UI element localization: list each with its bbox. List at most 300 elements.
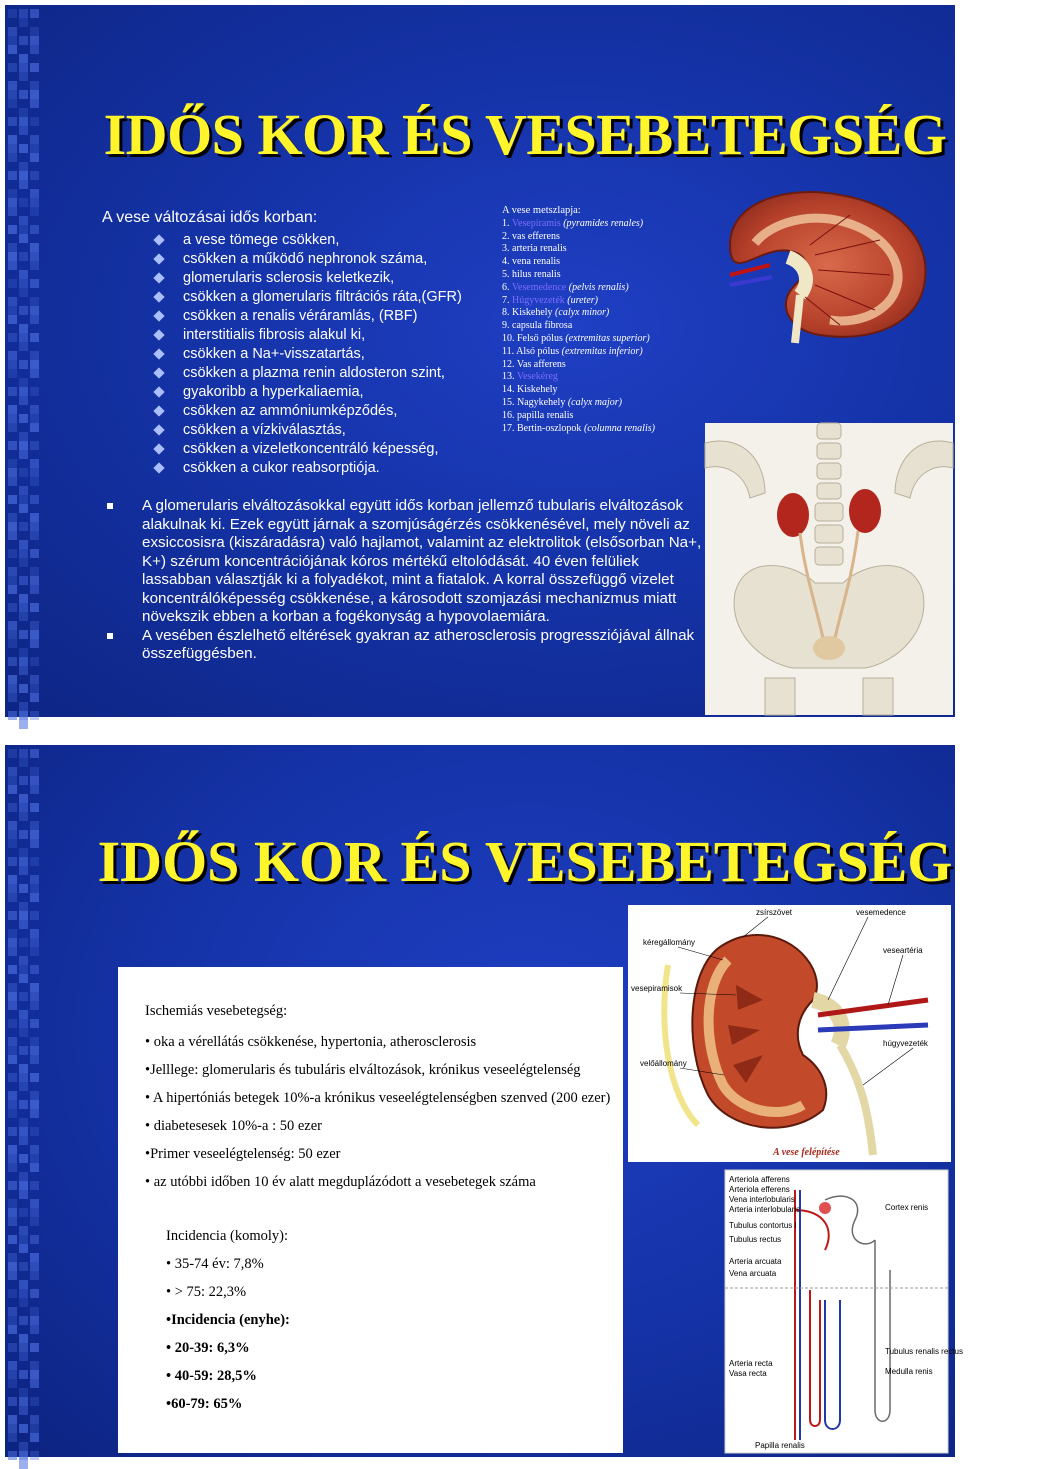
slide-title: IDŐS KOR ÉS VESEBETEGSÉG (103, 102, 947, 167)
decor-square (19, 171, 28, 180)
decor-square (30, 630, 39, 639)
decor-square (8, 630, 17, 639)
decor-square (8, 1316, 17, 1325)
decor-square (19, 1046, 28, 1055)
decor-square (19, 1442, 28, 1451)
incidence-item: Incidencia (komoly): (166, 1228, 288, 1244)
label-l12: Vasa recta (729, 1369, 767, 1378)
change-item: interstitialis fibrosis alakul ki, (155, 326, 462, 345)
decor-square (8, 639, 17, 648)
decor-square (19, 1262, 28, 1271)
decor-square (30, 657, 39, 666)
decor-square (8, 1046, 17, 1055)
change-item: a vese tömege csökken, (155, 231, 462, 250)
decor-square (19, 54, 28, 63)
decor-square (30, 468, 39, 477)
diamond-bullet-icon (153, 253, 164, 264)
decor-square (30, 1073, 39, 1082)
decor-square (30, 1217, 39, 1226)
decor-square (8, 576, 17, 585)
changes-list (155, 231, 462, 478)
decor-square (8, 81, 17, 90)
decor-square (19, 1352, 28, 1361)
decor-square (8, 1451, 17, 1460)
decor-square (19, 992, 28, 1001)
decor-square (8, 992, 17, 1001)
change-item: glomerularis sclerosis keletkezik, (155, 269, 462, 288)
decor-square (19, 225, 28, 234)
decor-square (19, 576, 28, 585)
decor-square (19, 486, 28, 495)
decor-square (30, 1163, 39, 1172)
label-l14: Papilla renalis (755, 1441, 805, 1450)
decor-square (19, 1010, 28, 1019)
kidney-legend (502, 205, 655, 435)
decor-square (30, 749, 39, 758)
decor-square (8, 1073, 17, 1082)
slide-title: IDŐS KOR ÉS VESEBETEGSÉG (97, 829, 953, 894)
decor-square (19, 522, 28, 531)
decor-square (8, 1262, 17, 1271)
decor-square (30, 306, 39, 315)
decor-square (30, 911, 39, 920)
label-l1: Arteriola afferens (729, 1175, 790, 1184)
decor-square (19, 198, 28, 207)
decor-square (8, 9, 17, 18)
change-item: csökken a Na+-visszatartás, (155, 345, 462, 364)
decor-square (30, 576, 39, 585)
label-l3: Vena interlobularis (729, 1195, 795, 1204)
change-item: csökken az ammóniumképződés, (155, 402, 462, 421)
decor-square (19, 794, 28, 803)
decor-square (30, 803, 39, 812)
decor-square (19, 1226, 28, 1235)
decor-square (8, 279, 17, 288)
decor-square (19, 938, 28, 947)
decor-square (19, 603, 28, 612)
decor-square (19, 1334, 28, 1343)
decor-square (19, 1154, 28, 1163)
ischemic-facts-list (145, 1032, 615, 1200)
legend-item: 11. Alsó pólus (extremitas inferior) (502, 345, 643, 357)
decor-square (8, 1424, 17, 1433)
diamond-bullet-icon (153, 234, 164, 245)
label-l9: Cortex renis (885, 1203, 929, 1212)
fact-item: •Jelllege: glomerularis és tubuláris elváltozások, krónikus veseelégtelenség (145, 1062, 581, 1078)
decor-square (8, 1253, 17, 1262)
decor-square (8, 522, 17, 531)
decor-square (30, 1154, 39, 1163)
decor-square (8, 1415, 17, 1424)
decor-square (30, 1253, 39, 1262)
paragraph-item: A vesében észlelhető eltérések gyakran az atherosclerosis progressziójával állnak összefüggésben. (105, 627, 705, 664)
decor-square (8, 198, 17, 207)
decor-square (19, 920, 28, 929)
diamond-bullet-icon (153, 462, 164, 473)
decor-square (8, 414, 17, 423)
decor-square (8, 459, 17, 468)
decor-square (19, 1181, 28, 1190)
change-item: csökken a vizeletkoncentráló képesség, (155, 440, 462, 459)
decor-square (30, 1451, 39, 1460)
decor-square (19, 387, 28, 396)
decor-square (19, 396, 28, 405)
decor-square (8, 621, 17, 630)
decor-square (30, 1091, 39, 1100)
decor-square (8, 803, 17, 812)
decor-square (19, 63, 28, 72)
decor-square (8, 252, 17, 261)
decor-square (30, 1343, 39, 1352)
section-heading: Ischemiás vesebetegség: (145, 1003, 288, 1019)
decor-square (8, 1100, 17, 1109)
fact-item: •Primer veseelégtelenség: 50 ezer (145, 1146, 341, 1162)
decor-square (19, 414, 28, 423)
legend-item: 6. Vesemedence (pelvis renalis) (502, 281, 629, 293)
decor-square (8, 1145, 17, 1154)
decor-square (19, 911, 28, 920)
decor-square (19, 1073, 28, 1082)
diamond-bullet-icon (153, 405, 164, 416)
change-item: gyakoribb a hyperkaliaemia, (155, 383, 462, 402)
decor-square (30, 207, 39, 216)
decor-square (8, 1343, 17, 1352)
decor-square (8, 603, 17, 612)
decor-square (19, 1127, 28, 1136)
nephron-diagram (725, 1170, 963, 1453)
decor-square (19, 1289, 28, 1298)
decor-square (19, 1424, 28, 1433)
decor-square (19, 1370, 28, 1379)
change-item: csökken a működő nephronok száma, (155, 250, 462, 269)
decor-square (19, 974, 28, 983)
decor-square (30, 225, 39, 234)
decor-square (19, 657, 28, 666)
decor-square (19, 1028, 28, 1037)
decor-square (30, 621, 39, 630)
skeleton-urinary-system-image (705, 423, 953, 715)
decor-square (8, 495, 17, 504)
decor-square (30, 1370, 39, 1379)
decor-square (30, 1199, 39, 1208)
decor-square (19, 594, 28, 603)
label-velöallomany: velőállomány (640, 1059, 687, 1068)
decor-square (30, 1001, 39, 1010)
decor-square (8, 929, 17, 938)
decor-square (8, 27, 17, 36)
decor-square (30, 315, 39, 324)
decor-square (19, 324, 28, 333)
decor-square (8, 567, 17, 576)
decor-square (19, 216, 28, 225)
decor-square (30, 243, 39, 252)
decor-square (30, 1181, 39, 1190)
decor-square (30, 513, 39, 522)
legend-item: 13. Vesekéreg (502, 371, 558, 383)
decor-square (30, 1235, 39, 1244)
decor-square (19, 812, 28, 821)
decor-square (8, 965, 17, 974)
decor-square (8, 360, 17, 369)
decor-square (30, 1208, 39, 1217)
diagram-caption: A vese felépítése (773, 1147, 840, 1158)
decor-square (8, 947, 17, 956)
section-heading: A vese változásai idős korban: (102, 209, 318, 226)
decor-square (19, 9, 28, 18)
change-item: csökken a cukor reabsorptiója. (155, 459, 462, 478)
decor-square (19, 504, 28, 513)
decor-square (8, 36, 17, 45)
decor-square (19, 702, 28, 711)
decor-square (19, 180, 28, 189)
decor-square (19, 758, 28, 767)
square-bullet-icon (107, 633, 113, 639)
label-vesemedence: vesemedence (856, 908, 906, 917)
decor-square (30, 27, 39, 36)
decor-square (8, 785, 17, 794)
decor-square (19, 749, 28, 758)
decor-square (19, 1316, 28, 1325)
decor-square (8, 585, 17, 594)
decor-square (19, 956, 28, 965)
decor-square (30, 585, 39, 594)
decor-square (19, 72, 28, 81)
description-paragraphs (105, 497, 705, 664)
decor-square (30, 1145, 39, 1154)
decor-square (30, 1424, 39, 1433)
decor-square (30, 1055, 39, 1064)
decor-square (19, 432, 28, 441)
decor-square (19, 252, 28, 261)
legend-item: 4. vena renalis (502, 256, 561, 268)
decor-square (19, 495, 28, 504)
decor-square (8, 1325, 17, 1334)
decor-square (8, 684, 17, 693)
decor-square (8, 423, 17, 432)
legend-item: 7. Húgyvezeték (ureter) (502, 294, 598, 306)
decor-square (8, 45, 17, 54)
decor-square (30, 261, 39, 270)
label-l7: Arteria arcuata (729, 1257, 782, 1266)
incidence-item: •60-79: 65% (166, 1396, 243, 1412)
decor-square (8, 351, 17, 360)
decor-square (30, 1019, 39, 1028)
decor-square (30, 36, 39, 45)
decor-square (19, 540, 28, 549)
decor-square (8, 1379, 17, 1388)
decor-square (19, 1406, 28, 1415)
decor-square (30, 333, 39, 342)
decor-square (8, 657, 17, 666)
decor-square (19, 90, 28, 99)
diamond-bullet-icon (153, 272, 164, 283)
kidney-cross-section-image (700, 185, 955, 345)
incidence-item: • 35-74 év: 7,8% (166, 1256, 264, 1272)
decor-square (19, 1451, 28, 1460)
paragraph-item: A glomerularis elváltozásokkal együtt idős korban jellemző tubularis elváltozások alakulnak ki. Ezek együtt járnak a szomjúságérzés csökkenésével, mely növeli az exsiccosisra (kiszáradásra) való hajlamot, valamint az elektrolitok (elsősorban Na+, K+) szérum koncentrációjának kóros mértékű eltolódását. 40 éven felüliek lassabban választják ki a folyadékot, mint a fiatalok. A korral összefüggő vizelet koncentrálóképesség csökkenése, a károsodott szomjazási mechanizmus miatt növekszik ebben a korban a fogékonyság a hypovolaemiára. (105, 497, 705, 627)
decor-square (30, 1361, 39, 1370)
decor-square (30, 1397, 39, 1406)
decor-square (30, 45, 39, 54)
decor-square (8, 405, 17, 414)
decor-square (19, 1298, 28, 1307)
decor-square (30, 983, 39, 992)
decor-square (8, 1370, 17, 1379)
decor-square (30, 189, 39, 198)
decor-square (8, 513, 17, 522)
diamond-bullet-icon (153, 367, 164, 378)
decor-square (30, 1037, 39, 1046)
decor-square (19, 648, 28, 657)
decor-square (8, 1091, 17, 1100)
decor-square (30, 1262, 39, 1271)
decor-square (8, 1163, 17, 1172)
square-bullet-icon (107, 503, 113, 509)
decor-square (8, 1199, 17, 1208)
decor-square (30, 684, 39, 693)
legend-item: 5. hilus renalis (502, 268, 561, 280)
decor-square (30, 1127, 39, 1136)
decor-square (19, 549, 28, 558)
decor-square (19, 1244, 28, 1253)
decor-square (19, 965, 28, 974)
decor-square (30, 1415, 39, 1424)
decor-square (8, 911, 17, 920)
decor-square (30, 767, 39, 776)
decor-square (8, 387, 17, 396)
decor-square (30, 1109, 39, 1118)
legend-item: 9. capsula fibrosa (502, 320, 573, 332)
legend-item: 14. Kiskehely (502, 384, 558, 396)
decor-square (8, 531, 17, 540)
legend-item: 15. Nagykehely (calyx major) (502, 396, 622, 408)
label-l4: Arteria interlobularis (729, 1205, 801, 1214)
change-item: csökken a plazma renin aldosteron szint, (155, 364, 462, 383)
decor-square (19, 468, 28, 477)
decor-square (30, 1289, 39, 1298)
legend-item: 16. papilla renalis (502, 409, 574, 421)
label-l8: Vena arcuata (729, 1269, 777, 1278)
decor-square (8, 767, 17, 776)
decor-square (19, 684, 28, 693)
decor-square (30, 1271, 39, 1280)
label-l2: Arteriola efferens (729, 1185, 790, 1194)
decor-square (19, 1397, 28, 1406)
incidence-list (166, 1227, 290, 1423)
decor-square (30, 198, 39, 207)
decor-square (30, 414, 39, 423)
decor-square (8, 1154, 17, 1163)
decor-square (19, 630, 28, 639)
decor-square (30, 297, 39, 306)
decor-square (8, 1208, 17, 1217)
decor-square (8, 1019, 17, 1028)
decor-square (30, 477, 39, 486)
decor-square (8, 306, 17, 315)
decor-square (8, 1271, 17, 1280)
decor-square (8, 1109, 17, 1118)
change-item: csökken a vízkiválasztás, (155, 421, 462, 440)
decor-square (8, 441, 17, 450)
decor-square (19, 711, 28, 720)
decor-square (19, 612, 28, 621)
legend-item: 3. arteria renalis (502, 243, 567, 255)
decor-square (8, 1127, 17, 1136)
decor-square (8, 1055, 17, 1064)
decor-square (30, 938, 39, 947)
legend-item: 2. vas efferens (502, 230, 560, 242)
decor-square (19, 1118, 28, 1127)
decor-square (19, 1172, 28, 1181)
label-veseartéria: veseartéria (883, 946, 923, 955)
decor-square (19, 1082, 28, 1091)
decor-square (19, 1460, 28, 1469)
decor-square (30, 639, 39, 648)
decor-square (30, 675, 39, 684)
decor-square (30, 522, 39, 531)
slide-1 (5, 5, 955, 717)
decor-square (8, 468, 17, 477)
decor-square (19, 1136, 28, 1145)
label-l10: Tubulus renalis rectus (885, 1347, 963, 1356)
decor-square (19, 306, 28, 315)
decor-square (30, 171, 39, 180)
decor-square (19, 333, 28, 342)
decor-square (30, 531, 39, 540)
decor-square (30, 423, 39, 432)
decor-square (19, 270, 28, 279)
label-zsirszovet: zsírszövet (756, 908, 793, 917)
decor-square (8, 983, 17, 992)
decor-square (30, 549, 39, 558)
legend-item: 10. Felső pólus (extremitas superior) (502, 332, 650, 344)
decor-square (19, 1343, 28, 1352)
decor-square (8, 207, 17, 216)
decor-square (19, 36, 28, 45)
decor-square (30, 63, 39, 72)
decor-square (19, 360, 28, 369)
decor-square (8, 1361, 17, 1370)
incidence-item: • > 75: 22,3% (166, 1284, 247, 1300)
decor-square (8, 315, 17, 324)
decor-square (19, 666, 28, 675)
decor-square (19, 558, 28, 567)
decor-square (30, 992, 39, 1001)
label-hugyvezetek: húgyvezeték (883, 1039, 928, 1048)
decor-square (30, 405, 39, 414)
fact-item: • oka a vérellátás csökkenése, hypertonia, atherosclerosis (145, 1034, 477, 1050)
decor-square (19, 1208, 28, 1217)
decor-square (8, 1001, 17, 1010)
decor-square (30, 1379, 39, 1388)
decor-square (8, 477, 17, 486)
decor-square (30, 351, 39, 360)
incidence-item: •Incidencia (enyhe): (166, 1312, 290, 1328)
decor-square (30, 495, 39, 504)
decor-square (30, 1433, 39, 1442)
decor-square (19, 234, 28, 243)
slide-2 (5, 745, 963, 1457)
diamond-bullet-icon (153, 443, 164, 454)
diamond-bullet-icon (153, 386, 164, 397)
decor-square (8, 1037, 17, 1046)
diamond-bullet-icon (153, 424, 164, 435)
decor-square (30, 459, 39, 468)
decor-square (19, 450, 28, 459)
decor-square (8, 297, 17, 306)
decor-square (30, 603, 39, 612)
decor-square (8, 549, 17, 558)
